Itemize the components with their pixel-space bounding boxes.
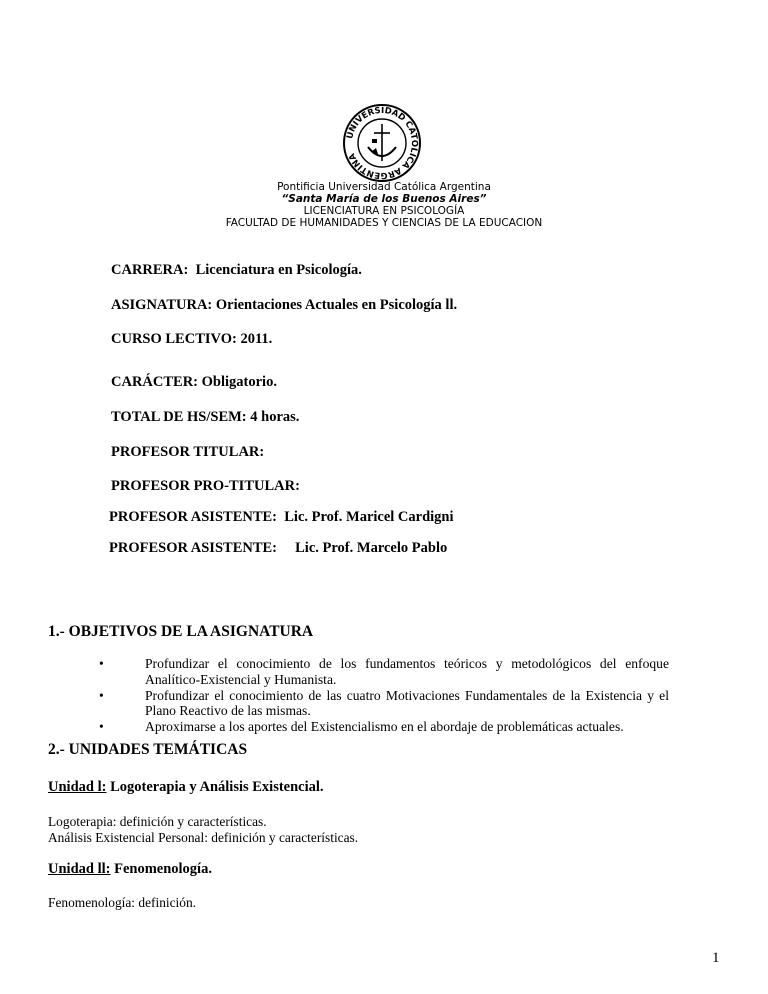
field-profesor-asistente-2 <box>109 540 447 557</box>
svg-text:UNIVERSIDAD CATOLICA ARGENTINA: UNIVERSIDAD CATOLICA ARGENTINA <box>345 105 420 181</box>
university-seal-logo <box>342 103 422 183</box>
field-value: Lic. Prof. Maricel Cardigni <box>284 509 454 525</box>
university-name: Pontificia Universidad Católica Argentina <box>277 181 491 193</box>
field-label: PROFESOR ASISTENTE: <box>109 509 278 525</box>
field-asignatura <box>111 297 457 314</box>
list-item <box>99 719 669 735</box>
field-label: PROFESOR PRO-TITULAR: <box>111 478 300 494</box>
unit-name: Fenomenología. <box>114 861 212 877</box>
field-label: PROFESOR ASISTENTE: <box>109 540 278 556</box>
degree-name: LICENCIATURA EN PSICOLOGÍA <box>303 205 465 217</box>
faculty-name: FACULTAD DE HUMANIDADES Y CIENCIAS DE LA EDUCACION <box>225 217 543 229</box>
field-label: CURSO LECTIVO: <box>111 331 237 347</box>
field-label: PROFESOR TITULAR: <box>111 444 265 460</box>
field-value: 4 horas. <box>250 409 300 425</box>
unit-2-content <box>48 895 196 911</box>
list-item <box>99 688 669 720</box>
field-carrera <box>111 262 362 279</box>
objective-text: Profundizar el conocimiento de las cuatro Motivaciones Fundamentales de la Existencia y el Plano Reactivo de las mismas. <box>145 687 669 719</box>
unit-2-title <box>48 861 212 878</box>
section-objetivos-title: 1.- OBJETIVOS DE LA ASIGNATURA <box>48 623 314 640</box>
field-profesor-asistente-1 <box>109 509 454 526</box>
field-profesor-pro-titular <box>111 478 300 495</box>
bullet-icon: • <box>99 687 104 703</box>
field-label: CARÁCTER: <box>111 374 198 390</box>
unit-1-title <box>48 779 324 796</box>
unit-label: Unidad ll: <box>48 861 111 877</box>
field-value: Licenciatura en Psicología. <box>195 262 362 278</box>
institution-header <box>0 181 768 229</box>
field-value: Obligatorio. <box>201 374 277 390</box>
unit-1-content <box>48 814 358 845</box>
unit-label: Unidad l: <box>48 779 107 795</box>
unit-line: Análisis Existencial Personal: definición y características. <box>48 829 359 845</box>
objective-text: Profundizar el conocimiento de los fundamentos teóricos y metodológicos del enfoque Analítico-Existencial y Humanista. <box>145 656 669 687</box>
field-label: TOTAL DE HS/SEM: <box>111 409 247 425</box>
university-motto: “Santa María de los Buenos Aires” <box>281 193 487 205</box>
field-curso-lectivo <box>111 331 272 348</box>
field-value: Orientaciones Actuales en Psicología ll. <box>215 297 458 313</box>
field-value: Lic. Prof. Marcelo Pablo <box>295 540 448 556</box>
field-value: 2011. <box>240 331 273 347</box>
section-unidades-title: 2.- UNIDADES TEMÁTICAS <box>48 741 248 758</box>
field-label: ASIGNATURA: <box>111 297 213 313</box>
field-profesor-titular <box>111 444 264 461</box>
bullet-icon: • <box>99 719 104 735</box>
bullet-icon: • <box>99 656 104 671</box>
field-label: CARRERA: <box>111 262 189 278</box>
unit-line: Fenomenología: definición. <box>48 895 197 910</box>
page-number: 1 <box>712 950 720 966</box>
list-item <box>99 656 669 688</box>
field-total-hs <box>111 409 299 426</box>
unit-line: Logoterapia: definición y características. <box>48 814 267 829</box>
unit-name: Logoterapia y Análisis Existencial. <box>110 779 324 795</box>
objective-text: Aproximarse a los aportes del Existencialismo en el abordaje de problemáticas actuales. <box>145 719 624 735</box>
field-caracter <box>111 374 277 391</box>
objectives-list <box>99 656 669 735</box>
